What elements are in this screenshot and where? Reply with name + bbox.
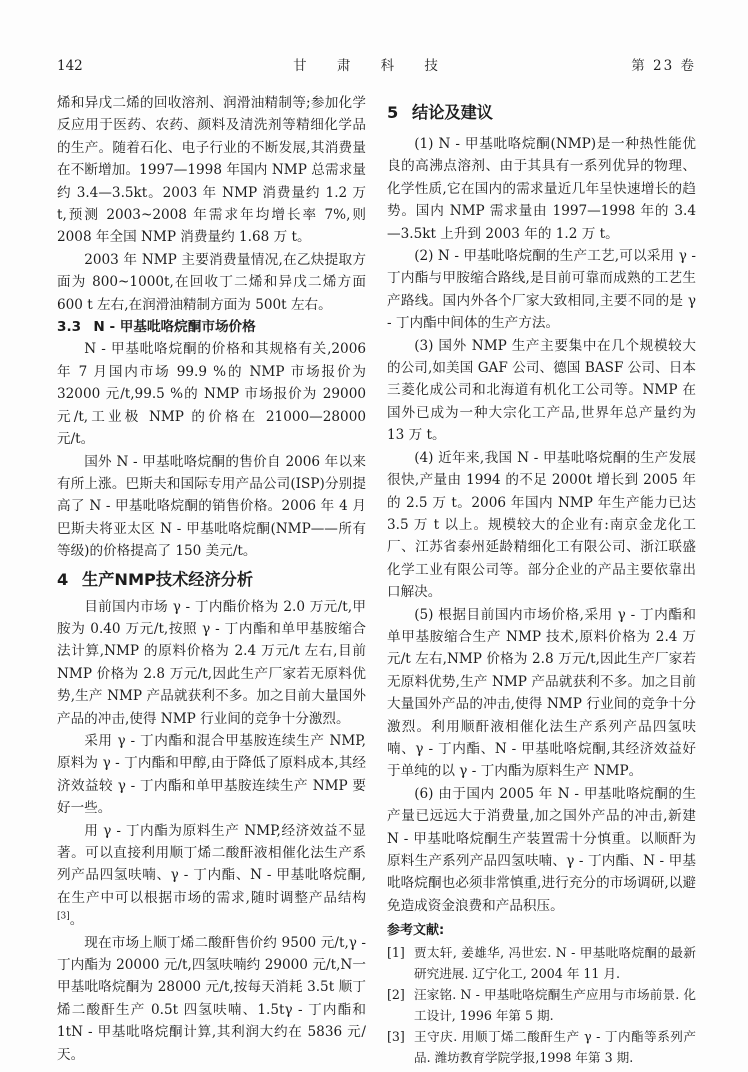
paragraph-domestic-price: N - 甲基吡咯烷酮的价格和其规格有关,2006 年 7 月国内市场 99.9 %的 NMP 市场报价为 32000 元/t,99.5 %的 NMP 市场报价为 29000 元/t,工业极 NMP 的价格在 21000—28000 元/t。 — [57, 341, 366, 448]
page-number: 142 — [57, 58, 83, 74]
reference-item — [387, 1026, 696, 1068]
conclusion-item-5: (5) 根据目前国内市场价格,采用 γ - 丁内酯和单甲基胺缩合生产 NMP 技术,原料价格为 2.4 万元/t 左右,NMP 价格为 2.8 万元/t,因此生产厂家若无原料优势,生产 NMP 产品就获利不多。加之目前大量国外产品的冲击,使得 NMP 行业间的竞争十分激烈。利用顺酐液相催化法生产系列产品四氢呋喃、γ - 丁内酯、N - 甲基吡咯烷酮,其经济效益好于单纯的以 γ - 丁内酯为原料生产 NMP。 — [387, 606, 696, 780]
conclusion-item-3: (3) 国外 NMP 生产主要集中在几个规模较大的公司,如美国 GAF 公司、德国 BASF 公司、日本三菱化成公司和北海道有机化工公司等。NMP 在国外已成为一种大宗化工产品,世界年总产量约为 13 万 t。 — [387, 337, 696, 444]
two-column-body — [57, 92, 696, 1068]
paragraph-text: 用 γ - 丁内酯为原料生产 NMP,经济效益不显著。可以直接利用顺丁烯二酸酐液相催化法生产系列产品四氢呋喃、γ - 丁内酯、N - 甲基吡咯烷酮,在生产中可以根据市场的需求,随时调整产品结构 — [57, 822, 366, 906]
references-heading: 参考文献: — [387, 923, 445, 939]
paragraph-foreign-price: 国外 N - 甲基吡咯烷酮的售价自 2006 年以来有所上涨。巴斯夫和国际专用产品公司(ISP)分别提高了 N - 甲基吡咯烷酮的销售价格。2006 年 4 月巴斯夫将亚太区 N - 甲基吡咯烷酮(NMP——所有等级)的价格提高了 150 美元/t。 — [57, 453, 366, 560]
left-column — [57, 92, 366, 1068]
volume-label: 第 23 卷 — [631, 58, 696, 74]
paragraph-2003-consumption: 2003 年 NMP 主要消费量情况,在乙炔提取方面为 800~1000t,在回收丁二烯和异戊二烯方面 600 t 左右,在润滑油精制方面为 500t 左右。 — [57, 251, 366, 313]
conclusion-item-6: (6) 由于国内 2005 年 N - 甲基吡咯烷酮的生产量已远远大于消费量,加之国外产品的冲击,新建 N - 甲基吡咯烷酮生产装置需十分慎重。以顺酐为原料生产系列产品四氢呋喃、γ - 丁内酯、N - 甲基吡咯烷酮也必须非常慎重,进行充分的市场调研,以避免造成资金浪费和产品积压。 — [387, 785, 696, 914]
reference-label: [2] — [387, 987, 405, 1003]
section-number: 3.3 — [57, 319, 82, 336]
section-heading-4 — [57, 568, 366, 592]
paragraph-gbl-route — [57, 820, 366, 932]
references-list — [387, 942, 696, 1068]
section-title: N - 甲基吡咯烷酮市场价格 — [93, 319, 256, 336]
reference-text: 贾太轩, 姜雄华, 冯世宏. N - 甲基吡咯烷酮的最新研究进展. 辽宁化工, 2004 年 11 月. — [414, 945, 696, 982]
reference-text: 王守庆. 用顺丁烯二酸酐生产 γ - 丁内酯等系列产品. 潍坊教育学院学报,1998 年第 3 期. — [414, 1029, 696, 1066]
section-title: 生产NMP技术经济分析 — [82, 569, 254, 589]
reference-text: 汪家铭. N - 甲基吡咯烷酮生产应用与市场前景. 化工设计, 1996 年第 5 期. — [414, 987, 696, 1024]
journal-title: 甘 肃 科 技 — [293, 58, 451, 74]
running-head — [57, 58, 696, 74]
right-column — [387, 92, 696, 1068]
reference-item — [387, 984, 696, 1026]
paragraph-consumption-overview: 烯和异戊二烯的回收溶剂、润滑油精制等;参加化学反应用于医药、农药、颜料及清洗剂等精细化学品的生产。随着石化、电子行业的不断发展,其消费量在不断增加。1997—1998 年国内 NMP 总需求量约 3.4—3.5kt。2003 年 NMP 消费量约 1.2 万 t,预测 2003~2008 年需求年均增长率 7%,则 2008 年全国 NMP 消费量约 1.68 万 t。 — [57, 95, 366, 246]
section-title: 结论及建议 — [412, 103, 493, 122]
reference-label: [1] — [387, 945, 405, 961]
conclusion-item-1: (1) N - 甲基吡咯烷酮(NMP)是一种热性能优良的高沸点溶剂、由于其具有一系列优异的物理、化学性质,它在国内的需求量近几年呈快速增长的趋势。国内 NMP 需求量由 1997—1998 年的 3.4—3.5kt 上升到 2003 年的 1.2 万 t。 — [387, 136, 696, 242]
conclusion-item-2: (2) N - 甲基吡咯烷酮的生产工艺,可以采用 γ - 丁内酯与甲胺缩合路线,是目前可靠而成熟的工艺生产路线。国内外各个厂家大致相同,主要不同的是 γ - 丁内酯中间体的生产方法。 — [387, 248, 696, 332]
reference-item — [387, 942, 696, 984]
section-heading-5 — [387, 101, 696, 125]
section-number: 5 — [387, 103, 399, 122]
paragraph-mixed-methylamine-route: 采用 γ - 丁内酯和混合甲基胺连续生产 NMP,原料为 γ - 丁内酯和甲醇,由于降低了原料成本,其经济效益较 γ - 丁内酯和单甲基胺连续生产 NMP 要好一些。 — [57, 732, 366, 817]
paragraph-economics-raw-material: 目前国内市场 γ - 丁内酯价格为 2.0 万元/t,甲胺为 0.40 万元/t,按照 γ - 丁内酯和单甲基胺缩合法计算,NMP 的原料价格为 2.4 万元/t 左右,目前 NMP 价格为 2.8 万元/t,因此生产厂家若无原料优势,生产 NMP 产品就获利不多。加之目前大量国外产品的冲击,使得 NMP 行业间的竞争十分激烈。 — [57, 598, 366, 727]
reference-label: [3] — [387, 1029, 405, 1045]
citation-marker: [3] — [57, 911, 70, 922]
conclusion-item-4: (4) 近年来,我国 N - 甲基吡咯烷酮的生产发展很快,产量由 1994 的不足 2000t 增长到 2005 年的 2.5 万 t。2006 年国内 NMP 年生产能力已达 3.5 万 t 以上。规模较大的企业有:南京金龙化工厂、江苏省泰州延龄精细化工有限公司、浙江联盛化学工业有限公司等。部分企业的产品主要依靠出口解决。 — [387, 449, 696, 601]
section-number: 4 — [57, 569, 69, 589]
paragraph-text: 。 — [69, 912, 84, 929]
paragraph-profit-calculation: 现在市场上顺丁烯二酸酐售价约 9500 元/t,γ - 丁内酯为 20000 元/t,四氢呋喃约 29000 元/t,N一甲基吡咯烷酮为 28000 元/t,按每天消耗 3.5t 顺丁烯二酸酐生产 0.5t 四氢呋喃、1.5tγ - 丁内酯和 1tN - 甲基吡咯烷酮计算,其利润大约在 5836 元/天。 — [57, 934, 366, 1063]
section-heading-3-3 — [57, 316, 366, 338]
